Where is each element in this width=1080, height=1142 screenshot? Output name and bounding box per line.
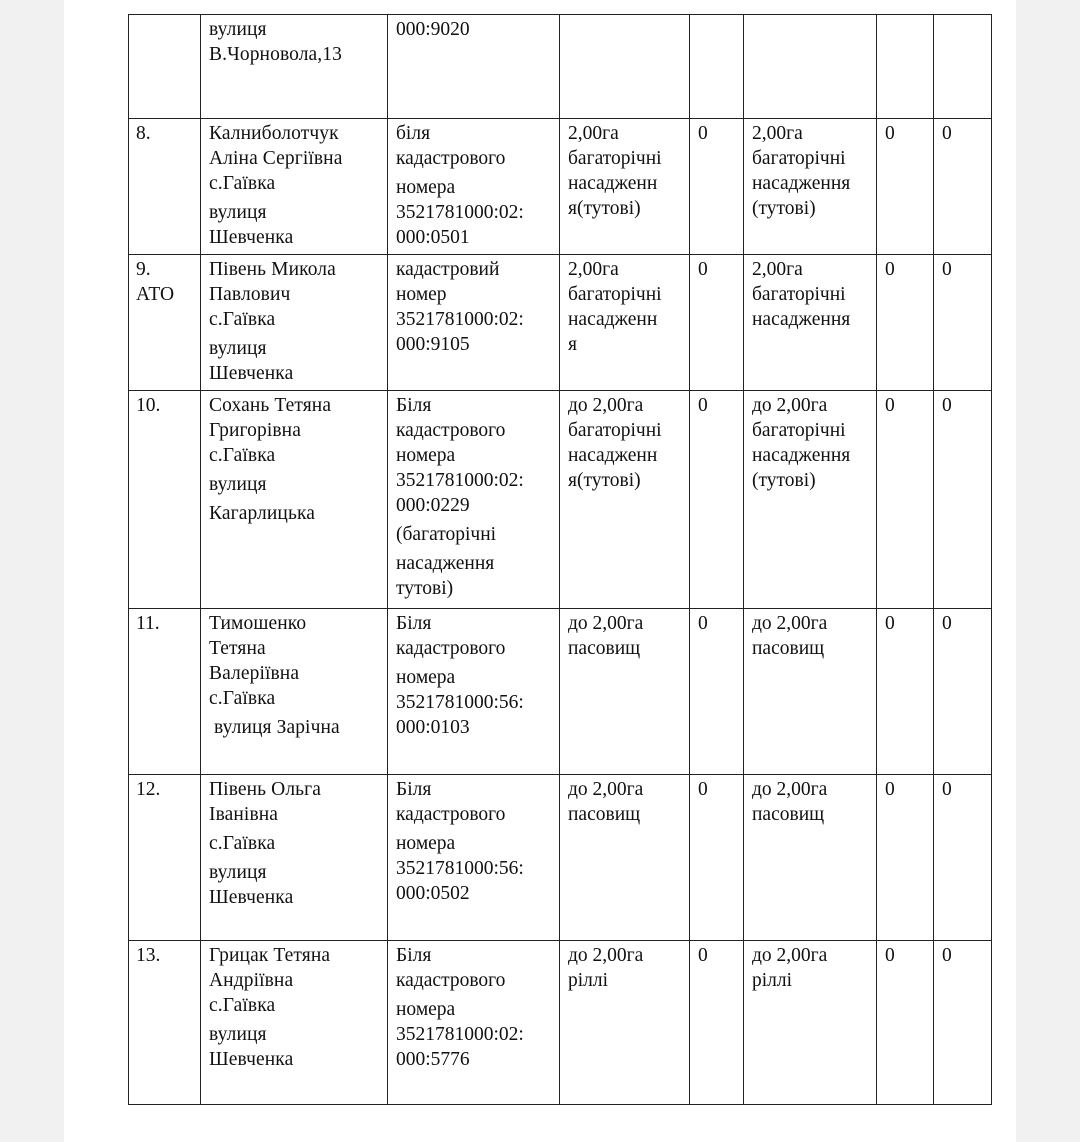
col-a-cell: 0: [690, 609, 744, 775]
person-cell: вулиця В.Чорновола,13: [201, 15, 388, 119]
col-b-cell: [877, 15, 934, 119]
col-c-cell: 0: [934, 119, 992, 255]
location-cell: Біля кадастрового номера 3521781000:02: 000:5776: [388, 941, 560, 1105]
person-cell: Тимошенко Тетяна Валеріївна с.Гаївка вулиця Зарічна: [201, 609, 388, 775]
col-a-cell: 0: [690, 775, 744, 941]
location-cell: кадастровий номер 3521781000:02: 000:9105: [388, 255, 560, 391]
col-c-cell: 0: [934, 255, 992, 391]
location-cell: Біля кадастрового номера 3521781000:02: 000:0229 (багаторічні насадження тутові): [388, 391, 560, 609]
table-row: [129, 119, 992, 255]
area-before-cell: до 2,00га багаторічні насадженн я(тутові): [560, 391, 690, 609]
col-c-cell: 0: [934, 941, 992, 1105]
row-number-cell: 10.: [129, 391, 201, 609]
location-cell: 000:9020: [388, 15, 560, 119]
area-after-cell: 2,00га багаторічні насадження (тутові): [744, 119, 877, 255]
col-b-cell: 0: [877, 255, 934, 391]
row-number-cell: [129, 15, 201, 119]
person-cell: Півень Микола Павлович с.Гаївка вулиця Шевченка: [201, 255, 388, 391]
col-b-cell: 0: [877, 775, 934, 941]
table-row: [129, 775, 992, 941]
land-allocation-table: [128, 14, 992, 1105]
area-before-cell: до 2,00га ріллі: [560, 941, 690, 1105]
table-row: [129, 941, 992, 1105]
col-c-cell: 0: [934, 775, 992, 941]
area-after-cell: до 2,00га пасовищ: [744, 609, 877, 775]
row-number-cell: 8.: [129, 119, 201, 255]
col-c-cell: [934, 15, 992, 119]
area-before-cell: [560, 15, 690, 119]
col-b-cell: 0: [877, 609, 934, 775]
area-after-cell: до 2,00га багаторічні насадження (тутові): [744, 391, 877, 609]
col-a-cell: 0: [690, 941, 744, 1105]
row-number-cell: 9. АТО: [129, 255, 201, 391]
table-row: [129, 609, 992, 775]
col-c-cell: 0: [934, 609, 992, 775]
col-a-cell: [690, 15, 744, 119]
row-number-cell: 11.: [129, 609, 201, 775]
location-cell: Біля кадастрового номера 3521781000:56: 000:0502: [388, 775, 560, 941]
table-row: [129, 391, 992, 609]
area-after-cell: до 2,00га ріллі: [744, 941, 877, 1105]
table-row: [129, 255, 992, 391]
col-b-cell: 0: [877, 391, 934, 609]
area-before-cell: 2,00га багаторічні насадженн я(тутові): [560, 119, 690, 255]
col-a-cell: 0: [690, 391, 744, 609]
area-after-cell: [744, 15, 877, 119]
area-after-cell: до 2,00га пасовищ: [744, 775, 877, 941]
col-a-cell: 0: [690, 255, 744, 391]
col-a-cell: 0: [690, 119, 744, 255]
col-b-cell: 0: [877, 119, 934, 255]
person-cell: Півень Ольга Іванівна с.Гаївка вулиця Шевченка: [201, 775, 388, 941]
area-before-cell: до 2,00га пасовищ: [560, 609, 690, 775]
person-cell: Сохань Тетяна Григорівна с.Гаївка вулиця Кагарлицька: [201, 391, 388, 609]
location-cell: біля кадастрового номера 3521781000:02: 000:0501: [388, 119, 560, 255]
person-cell: Калниболотчук Аліна Сергіївна с.Гаївка вулиця Шевченка: [201, 119, 388, 255]
area-before-cell: 2,00га багаторічні насадженн я: [560, 255, 690, 391]
person-cell: Грицак Тетяна Андріївна с.Гаївка вулиця Шевченка: [201, 941, 388, 1105]
area-after-cell: 2,00га багаторічні насадження: [744, 255, 877, 391]
col-c-cell: 0: [934, 391, 992, 609]
table-row: [129, 15, 992, 119]
area-before-cell: до 2,00га пасовищ: [560, 775, 690, 941]
row-number-cell: 12.: [129, 775, 201, 941]
location-cell: Біля кадастрового номера 3521781000:56: 000:0103: [388, 609, 560, 775]
row-number-cell: 13.: [129, 941, 201, 1105]
col-b-cell: 0: [877, 941, 934, 1105]
